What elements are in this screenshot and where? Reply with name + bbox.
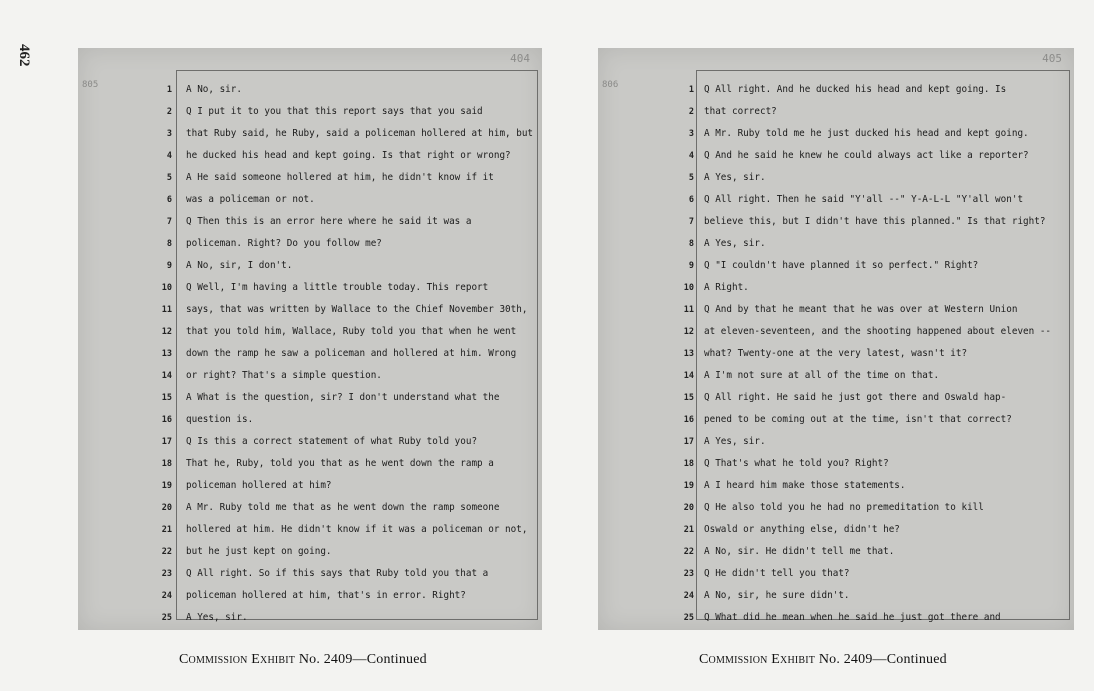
line-number: 15 (683, 393, 694, 403)
left-transcript-sheet (78, 48, 542, 630)
transcript-line (78, 386, 542, 408)
line-text: Q All right. He said he just got there and Oswald hap- (704, 392, 1007, 403)
transcript-line (598, 100, 1074, 122)
line-text: A Yes, sir. (704, 238, 766, 249)
transcript-line (78, 430, 542, 452)
line-number: 7 (166, 217, 172, 227)
line-text: A I heard him make those statements. (704, 480, 906, 491)
transcript-line (78, 364, 542, 386)
line-text: hollered at him. He didn't know if it was a policeman or not, (186, 524, 528, 535)
line-text: Q What did he mean when he said he just got there and (704, 612, 1001, 623)
line-number: 22 (161, 547, 172, 557)
transcript-line (598, 452, 1074, 474)
line-number: 5 (166, 173, 172, 183)
line-text: A Right. (704, 282, 749, 293)
line-number: 2 (166, 107, 172, 117)
line-number: 24 (683, 591, 694, 601)
line-text: A He said someone hollered at him, he didn't know if it (186, 172, 494, 183)
line-number: 8 (688, 239, 694, 249)
line-number: 19 (161, 481, 172, 491)
line-text: Q I put it to you that this report says that you said (186, 106, 483, 117)
line-text: Q Then this is an error here where he said it was a (186, 216, 472, 227)
line-text: says, that was written by Wallace to the Chief November 30th, (186, 304, 528, 315)
transcript-line (78, 342, 542, 364)
transcript-line (598, 606, 1074, 628)
line-number: 19 (683, 481, 694, 491)
line-number: 24 (161, 591, 172, 601)
transcript-line (78, 122, 542, 144)
line-text: Q That's what he told you? Right? (704, 458, 889, 469)
line-number: 2 (688, 107, 694, 117)
line-number: 7 (688, 217, 694, 227)
line-text: Q Well, I'm having a little trouble today. This report (186, 282, 489, 293)
transcript-line (598, 188, 1074, 210)
line-text: Q He also told you he had no premeditation to kill (704, 502, 984, 513)
transcript-line (78, 298, 542, 320)
left-caption-prefix: Commission Exhibit (179, 652, 296, 667)
line-text: down the ramp he saw a policeman and hollered at him. Wrong (186, 348, 517, 359)
transcript-line (598, 320, 1074, 342)
line-number: 16 (683, 415, 694, 425)
transcript-line (598, 408, 1074, 430)
transcript-line (78, 276, 542, 298)
line-text: Oswald or anything else, didn't he? (704, 524, 900, 535)
page-number: 462 (16, 44, 32, 67)
transcript-line (78, 100, 542, 122)
line-text: Q Is this a correct statement of what Ruby told you? (186, 436, 478, 447)
transcript-line (78, 166, 542, 188)
line-text: that Ruby said, he Ruby, said a policeman hollered at him, but (186, 128, 534, 139)
line-number: 12 (161, 327, 172, 337)
line-number: 20 (161, 503, 172, 513)
line-number: 17 (683, 437, 694, 447)
line-text: was a policeman or not. (186, 194, 315, 205)
line-number: 5 (688, 173, 694, 183)
transcript-line (598, 276, 1074, 298)
line-number: 16 (161, 415, 172, 425)
transcript-line (78, 144, 542, 166)
line-number: 6 (166, 195, 172, 205)
line-number: 23 (161, 569, 172, 579)
transcript-line (598, 364, 1074, 386)
line-text: A Yes, sir. (186, 612, 248, 623)
transcript-line (598, 518, 1074, 540)
transcript-line (78, 474, 542, 496)
transcript-line (78, 232, 542, 254)
line-text: Q All right. Then he said "Y'all --" Y-A-L-L "Y'all won't (704, 194, 1024, 205)
line-text: Q All right. And he ducked his head and kept going. Is (704, 84, 1007, 95)
line-text: question is. (186, 414, 254, 425)
line-number: 25 (161, 613, 172, 623)
line-text: A No, sir. He didn't tell me that. (704, 546, 895, 557)
transcript-line (598, 540, 1074, 562)
line-number: 13 (683, 349, 694, 359)
line-text: A Mr. Ruby told me he just ducked his head and kept going. (704, 128, 1029, 139)
transcript-line (78, 210, 542, 232)
transcript-line (598, 584, 1074, 606)
transcript-line (78, 320, 542, 342)
right-side-code: 806 (602, 80, 619, 90)
transcript-line (598, 430, 1074, 452)
transcript-line (78, 254, 542, 276)
line-number: 15 (161, 393, 172, 403)
line-text: believe this, but I didn't have this planned." Is that right? (704, 216, 1046, 227)
line-number: 3 (166, 129, 172, 139)
line-text: at eleven-seventeen, and the shooting happened about eleven -- (704, 326, 1052, 337)
transcript-line (78, 188, 542, 210)
right-transcript-sheet (598, 48, 1074, 630)
line-number: 1 (166, 85, 172, 95)
line-number: 12 (683, 327, 694, 337)
line-number: 20 (683, 503, 694, 513)
line-number: 13 (161, 349, 172, 359)
transcript-line (78, 408, 542, 430)
transcript-line (78, 562, 542, 584)
line-text: what? Twenty-one at the very latest, wasn't it? (704, 348, 968, 359)
transcript-line (598, 122, 1074, 144)
line-number: 1 (688, 85, 694, 95)
line-number: 17 (161, 437, 172, 447)
line-text: he ducked his head and kept going. Is that right or wrong? (186, 150, 511, 161)
line-number: 18 (683, 459, 694, 469)
line-number: 21 (161, 525, 172, 535)
line-number: 21 (683, 525, 694, 535)
line-text: Q "I couldn't have planned it so perfect." Right? (704, 260, 979, 271)
transcript-line (78, 452, 542, 474)
transcript-line (78, 496, 542, 518)
right-caption (699, 652, 947, 668)
line-text: Q And he said he knew he could always act like a reporter? (704, 150, 1029, 161)
transcript-line (598, 298, 1074, 320)
line-number: 11 (683, 305, 694, 315)
line-number: 8 (166, 239, 172, 249)
line-text: but he just kept on going. (186, 546, 332, 557)
transcript-line (598, 144, 1074, 166)
transcript-line (598, 386, 1074, 408)
line-text: A Yes, sir. (704, 436, 766, 447)
transcript-line (598, 342, 1074, 364)
left-transcript-lines (78, 78, 542, 628)
transcript-line (598, 210, 1074, 232)
transcript-line (598, 166, 1074, 188)
left-sheet-stamp: 404 (510, 52, 530, 65)
transcript-line (598, 232, 1074, 254)
transcript-line (598, 496, 1074, 518)
line-text: A No, sir. (186, 84, 242, 95)
line-text: A No, sir, he sure didn't. (704, 590, 850, 601)
transcript-line (78, 540, 542, 562)
line-number: 11 (161, 305, 172, 315)
line-number: 9 (688, 261, 694, 271)
transcript-line (598, 562, 1074, 584)
line-text: A Mr. Ruby told me that as he went down the ramp someone (186, 502, 500, 513)
line-number: 3 (688, 129, 694, 139)
line-text: A No, sir, I don't. (186, 260, 293, 271)
line-text: A I'm not sure at all of the time on that. (704, 370, 940, 381)
right-transcript-lines (598, 78, 1074, 628)
line-number: 14 (683, 371, 694, 381)
line-text: policeman hollered at him? (186, 480, 332, 491)
line-number: 25 (683, 613, 694, 623)
transcript-line (78, 518, 542, 540)
line-text: A What is the question, sir? I don't understand what the (186, 392, 500, 403)
transcript-line (78, 78, 542, 100)
line-number: 22 (683, 547, 694, 557)
line-number: 23 (683, 569, 694, 579)
line-text: policeman. Right? Do you follow me? (186, 238, 382, 249)
line-text: Q And by that he meant that he was over at Western Union (704, 304, 1018, 315)
line-text: that you told him, Wallace, Ruby told you that when he went (186, 326, 517, 337)
line-number: 4 (688, 151, 694, 161)
line-number: 10 (161, 283, 172, 293)
line-text: or right? That's a simple question. (186, 370, 382, 381)
line-number: 18 (161, 459, 172, 469)
transcript-line (598, 78, 1074, 100)
transcript-line (78, 606, 542, 628)
line-text: that correct? (704, 106, 777, 117)
transcript-line (78, 584, 542, 606)
line-number: 4 (166, 151, 172, 161)
left-caption-suffix: No. 2409—Continued (298, 652, 427, 667)
transcript-line (598, 474, 1074, 496)
line-number: 10 (683, 283, 694, 293)
left-caption (179, 652, 427, 668)
transcript-line (598, 254, 1074, 276)
line-number: 14 (161, 371, 172, 381)
line-text: A Yes, sir. (704, 172, 766, 183)
line-text: Q He didn't tell you that? (704, 568, 850, 579)
right-caption-prefix: Commission Exhibit (699, 652, 816, 667)
right-caption-suffix: No. 2409—Continued (818, 652, 947, 667)
right-sheet-stamp: 405 (1042, 52, 1062, 65)
line-number: 9 (166, 261, 172, 271)
left-side-code: 805 (82, 80, 99, 90)
line-text: Q All right. So if this says that Ruby told you that a (186, 568, 489, 579)
line-text: policeman hollered at him, that's in error. Right? (186, 590, 466, 601)
line-text: pened to be coming out at the time, isn't that correct? (704, 414, 1012, 425)
line-text: That he, Ruby, told you that as he went down the ramp a (186, 458, 494, 469)
line-number: 6 (688, 195, 694, 205)
